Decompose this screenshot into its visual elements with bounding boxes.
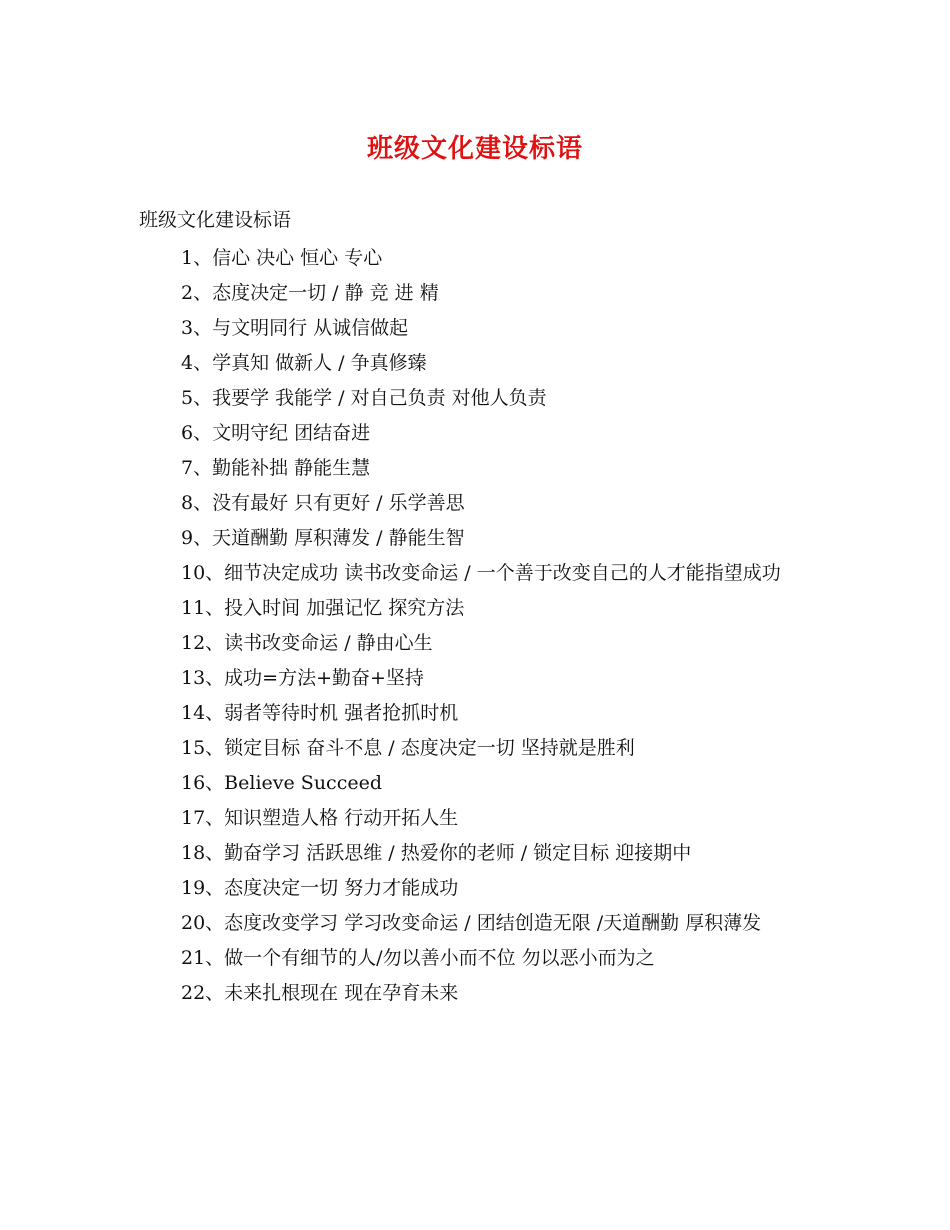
list-item: 16、Believe Succeed xyxy=(181,772,382,794)
list-item: 5、我要学 我能学 / 对自己负责 对他人负责 xyxy=(181,387,547,409)
list-item: 2、态度决定一切 / 静 竞 进 精 xyxy=(181,282,439,304)
list-item: 19、态度决定一切 努力才能成功 xyxy=(181,877,459,899)
list-item: 4、学真知 做新人 / 争真修臻 xyxy=(181,352,427,374)
list-item: 22、未来扎根现在 现在孕育未来 xyxy=(181,982,459,1004)
document-title: 班级文化建设标语 xyxy=(366,134,583,164)
list-item: 14、弱者等待时机 强者抢抓时机 xyxy=(181,702,459,724)
list-item: 3、与文明同行 从诚信做起 xyxy=(181,317,409,339)
list-item: 6、文明守纪 团结奋进 xyxy=(181,422,371,444)
list-item: 18、勤奋学习 活跃思维 / 热爱你的老师 / 锁定目标 迎接期中 xyxy=(181,842,692,864)
list-item: 20、态度改变学习 学习改变命运 / 团结创造无限 /天道酬勤 厚积薄发 xyxy=(181,912,762,934)
list-item: 8、没有最好 只有更好 / 乐学善思 xyxy=(181,492,465,514)
list-item: 11、投入时间 加强记忆 探究方法 xyxy=(181,597,465,619)
list-item: 17、知识塑造人格 行动开拓人生 xyxy=(181,807,459,829)
list-item: 1、信心 决心 恒心 专心 xyxy=(181,247,383,269)
list-item: 15、锁定目标 奋斗不息 / 态度决定一切 坚持就是胜利 xyxy=(181,737,635,759)
list-item: 12、读书改变命运 / 静由心生 xyxy=(181,632,433,654)
list-item: 7、勤能补拙 静能生慧 xyxy=(181,457,371,479)
list-item: 13、成功=方法+勤奋+坚持 xyxy=(181,667,424,689)
list-item: 21、做一个有细节的人/勿以善小而不位 勿以恶小而为之 xyxy=(181,947,655,969)
list-item: 9、天道酬勤 厚积薄发 / 静能生智 xyxy=(181,527,465,549)
document-subtitle: 班级文化建设标语 xyxy=(139,209,292,231)
slogan-list xyxy=(139,241,819,1011)
list-item: 10、细节决定成功 读书改变命运 / 一个善于改变自己的人才能指望成功 xyxy=(181,562,781,584)
